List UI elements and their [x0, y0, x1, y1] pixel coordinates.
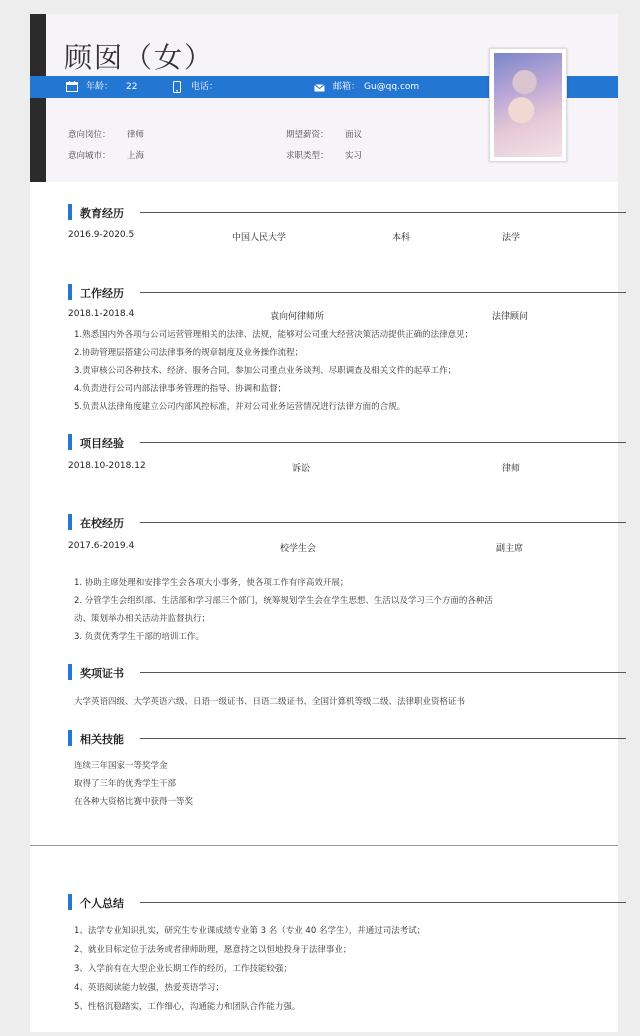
education-school: 中国人民大学 — [232, 233, 287, 243]
section-rule — [140, 672, 626, 673]
phone-icon — [173, 81, 181, 93]
section-rule — [140, 522, 626, 523]
summary-item: 2、就业目标定位于法务或者律师助理，愿意持之以恒地投身于法律事业； — [74, 945, 352, 955]
summary-item: 1、法学专业知识扎实，研究生专业课成绩专业第 3 名（专业 40 名学生），并通过司法考试； — [74, 926, 426, 936]
section-rule — [140, 902, 626, 903]
calendar-icon — [66, 81, 78, 92]
page-divider — [30, 845, 618, 846]
section-rule — [140, 738, 626, 739]
campus-period: 2017.6-2019.4 — [68, 541, 135, 551]
awards-text: 大学英语四级、大学英语六级、日语一级证书、日语二级证书、全国计算机等级二级、法律职业资格证书 — [74, 697, 466, 707]
position-value: 律师 — [127, 130, 145, 140]
age-value: 22 — [126, 82, 138, 92]
profile-photo — [489, 48, 567, 162]
phone-label: 电话： — [191, 82, 219, 92]
section-rule — [140, 442, 626, 443]
candidate-name: 顾囡（女） — [64, 41, 215, 74]
city-value: 上海 — [127, 151, 145, 161]
work-item: 2.协助管理层搭建公司法律事务的规章制度及业务操作流程； — [74, 348, 304, 358]
work-item: 4.负责进行公司内部法律事务管理的指导、协调和监督； — [74, 384, 287, 394]
campus-title: 在校经历 — [80, 517, 124, 530]
project-role: 律师 — [502, 464, 521, 474]
page-break-gap — [30, 818, 618, 846]
work-period: 2018.1-2018.4 — [68, 309, 135, 319]
education-period: 2016.9-2020.5 — [68, 230, 135, 240]
section-rule — [140, 212, 626, 213]
summary-title: 个人总结 — [80, 897, 124, 910]
section-rule — [140, 292, 626, 293]
project-period: 2018.10-2018.12 — [68, 461, 146, 471]
campus-item: 1. 协助主席处理和安排学生会各项大小事务，使各项工作有序高效开展； — [74, 578, 349, 588]
portrait-image — [494, 53, 562, 157]
skill-item: 在各种大资格比赛中获得一等奖 — [74, 797, 194, 807]
section-marker — [68, 514, 72, 530]
envelope-icon — [314, 84, 325, 92]
skill-item: 连续三年国家一等奖学金 — [74, 761, 168, 771]
email-value: Gu@qq.com — [364, 82, 420, 92]
project-title: 项目经验 — [80, 437, 124, 450]
work-role: 法律顾问 — [492, 312, 529, 322]
position-label: 意向岗位： — [68, 130, 111, 140]
skills-title: 相关技能 — [80, 733, 124, 746]
work-item: 5.负责从法律角度建立公司内部风控标准，并对公司业务运营情况进行法律方面的合规。 — [74, 402, 406, 412]
awards-title: 奖项证书 — [80, 667, 124, 680]
skill-item: 取得了三年的优秀学生干部 — [74, 779, 177, 789]
salary-value: 面议 — [345, 130, 363, 140]
email-label: 邮箱： — [333, 82, 361, 92]
summary-item: 4、英语阅读能力较强，热爱英语学习； — [74, 983, 224, 993]
summary-item: 3、入学前有在大型企业长期工作的经历，工作技能较强； — [74, 964, 292, 974]
work-item: 1.熟悉国内外各项与公司运营管理相关的法律、法规，能够对公司重大经营决策活动提供正确的法律意见； — [74, 330, 474, 340]
section-marker — [68, 894, 72, 910]
project-name: 诉讼 — [292, 464, 311, 474]
campus-role: 副主席 — [496, 544, 524, 554]
education-title: 教育经历 — [80, 207, 124, 220]
summary-item: 5、性格沉稳踏实，工作细心，沟通能力和团队合作能力强。 — [74, 1002, 301, 1012]
job-type-label: 求职类型： — [286, 151, 329, 161]
city-label: 意向城市： — [68, 151, 111, 161]
campus-item: 3. 负责优秀学生干部的培训工作。 — [74, 632, 204, 642]
campus-item: 2. 分管学生会组织部、生活部和学习部三个部门，统筹规划学生会在学生思想、生活以及学习三个方面的各种活 — [74, 596, 493, 606]
section-marker — [68, 284, 72, 300]
campus-item: 动、策划举办相关活动并监督执行； — [74, 614, 211, 624]
campus-org: 校学生会 — [280, 544, 317, 554]
education-degree: 本科 — [392, 233, 411, 243]
education-major: 法学 — [502, 233, 521, 243]
work-company: 袁向何律师所 — [270, 312, 325, 322]
resume-page — [30, 14, 618, 1032]
work-title: 工作经历 — [80, 287, 124, 300]
salary-label: 期望薪资： — [286, 130, 329, 140]
header-accent-bar — [30, 14, 46, 182]
section-marker — [68, 730, 72, 746]
section-marker — [68, 434, 72, 450]
work-item: 3.责审核公司各种技术、经济、服务合同，参加公司重点业务谈判、尽职调查及相关文件的起草工作； — [74, 366, 457, 376]
section-marker — [68, 664, 72, 680]
section-marker — [68, 204, 72, 220]
job-type-value: 实习 — [345, 151, 363, 161]
age-label: 年龄： — [86, 82, 114, 92]
